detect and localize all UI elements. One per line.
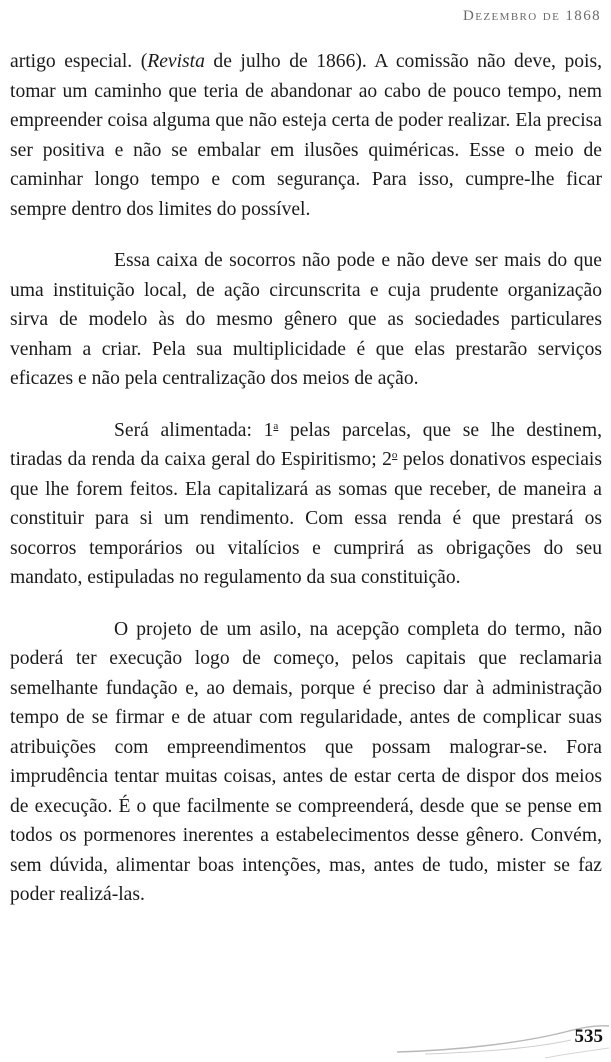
- page-number: 535: [574, 1026, 603, 1047]
- journal-title: Revista: [147, 51, 205, 72]
- paragraph-3-part-2: pelas parcelas, que se lhe destinem, tiradas da renda da caixa geral do Espiritismo; 2: [10, 419, 602, 470]
- paragraph-2: Essa caixa de socorros não pode e não deve ser mais do que uma instituição local, de ação circunscrita e cuja prudente organização sirva de modelo às do mesmo gênero que as sociedades particulares venham a criar. Pela sua multiplicidade é que elas prestarão serviços eficazes e não pela centralização dos meios de ação.: [10, 250, 602, 389]
- paragraph-1: [10, 47, 602, 224]
- paragraph-3: [10, 416, 602, 593]
- paragraph-1-rest: de julho de 1866). A comissão não deve, pois, tomar um caminho que teria de abandonar ao cabo de pouco tempo, nem empreender coisa alguma que não esteja certa de poder realizar. Ela precisa ser positiva e não se embalar em ilusões quiméricas. Esse o meio de caminhar longo tempo e com segurança. Para isso, cumpre-lhe ficar sempre dentro dos limites do possível.: [10, 51, 603, 220]
- paragraph-4: O projeto de um asilo, na acepção completa do termo, não poderá ter execução logo de começo, pelos capitais que reclamaria semelhante fundação e, ao demais, porque é preciso dar à administração tempo de se firmar e de atuar com regularidade, antes de complicar suas atribuições com empreendimentos que possam malograr-se. Fora imprudência tentar muitas coisas, antes de estar certa de dispor dos meios de execução. É o que facilmente se compreenderá, desde que se pense em todos os pormenores inerentes a estabelecimentos desse gênero. Convém, sem dúvida, alimentar boas intenções, mas, antes de tudo, mister se faz poder realizá-las.: [10, 618, 602, 905]
- ordinal-indicator-1: a: [273, 419, 279, 432]
- paragraph-3-part-3: pelos donativos especiais que lhe forem feitos. Ela capitalizará as somas que receber, de maneira a constituir para si um rendimento. Com essa renda é que prestará os socorros temporários ou vitalícios e cumprirá as obrigações do seu mandato, estipuladas no regulamento da sua constituição.: [10, 449, 602, 588]
- paragraph-1-start: artigo especial. (: [10, 51, 148, 72]
- paragraph-3-part-1: Será alimentada: 1: [114, 419, 274, 441]
- body-text: [10, 47, 602, 910]
- running-head: Dezembro de 1868: [463, 8, 601, 24]
- ordinal-indicator-2: o: [391, 449, 398, 461]
